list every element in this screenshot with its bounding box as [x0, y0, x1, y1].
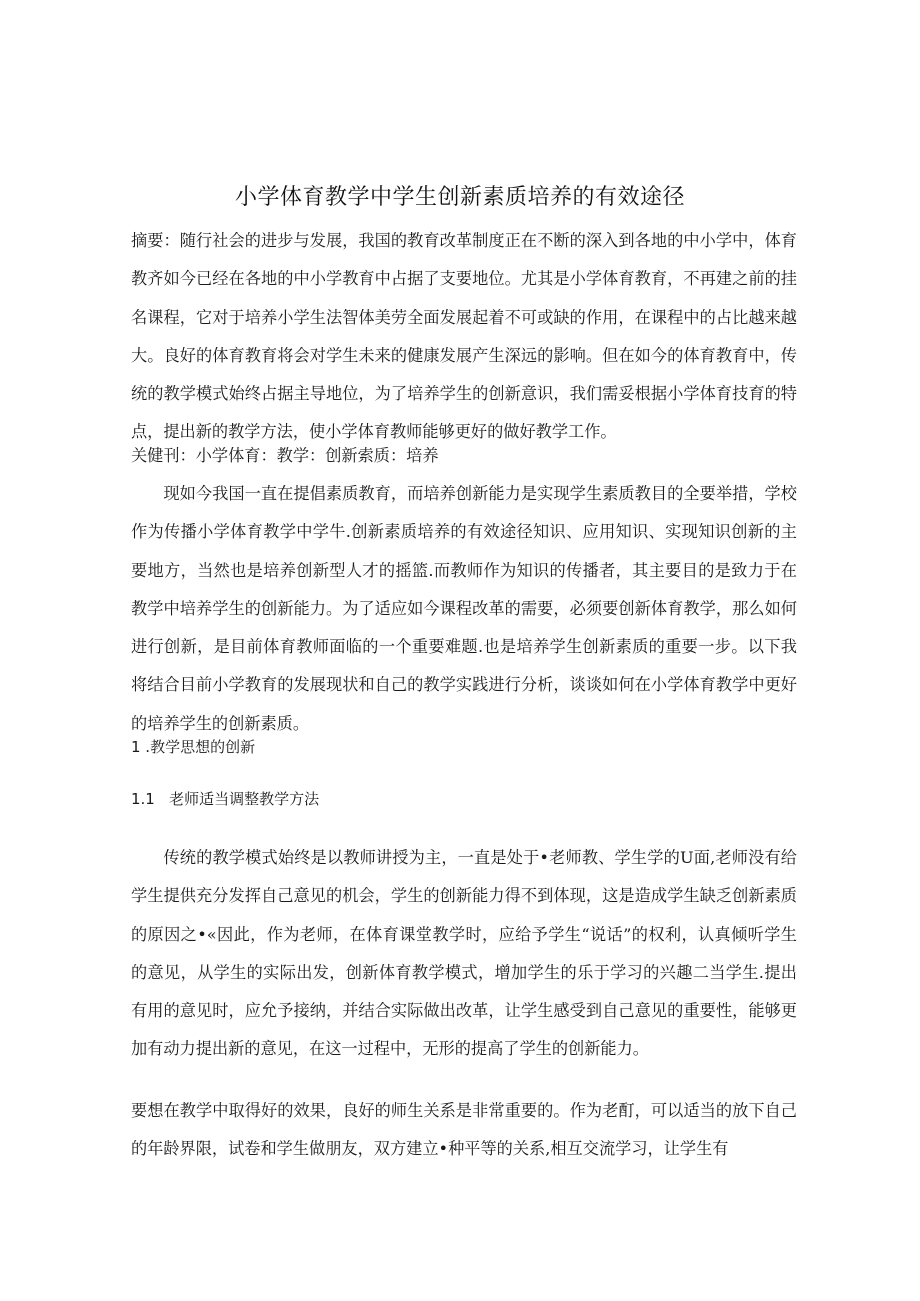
- section-heading-1: 1 .教学思想的创新: [131, 738, 256, 756]
- intro-paragraph: 现如今我国一直在提倡素质教育，而培养创新能力是实现学生素质教目的全要举措，学校作为传播小学体育教学中学牛.创新素质培养的有效途径知识、应用知识、实现知识创新的主要地方，当然也是培养创新型人才的摇篮.而教师作为知识的传播者，其主要目的是致力于在教学中培养学生的创新能力。为了适应如今课程改革的需要，必须要创新体育教学，那么如何进行创新，是目前体育教师面临的一个重要难题.也是培养学生创新素质的重要一步。以下我将结合目前小学教育的发展现状和自己的教学实践进行分析，谈谈如何在小学体育教学中更好的培养学生的创新素质。: [131, 484, 797, 733]
- abstract-paragraph: 摘要：随行社会的进步与发展，我国的教育改革制度正在不断的深入到各地的中小学中，体育教齐如今已经在各地的中小学教育中占据了支要地位。尤其是小学体育教育，不再建之前的挂名课程，它对于培养小学生法智体美劳全面发展起着不可或缺的作用，在课程中的占比越来越大。良好的体育教育将会对学生未来的健康发展产生深远的影响。但在如今的体育教育中，传统的教学模式始终占据主导地位，为了培养学生的创新意识，我们需妥根据小学体育技育的特点，提出新的教学方法，使小学体育教师能够更好的做好教学工作。: [131, 231, 797, 442]
- body-paragraph-2: 要想在教学中取得好的效果，良好的师生关系是非常重要的。作为老酊，可以适当的放下自己的年龄界限，试卷和学生做朋友，双方建立•种平等的关系,相互交流学习，让学生有: [131, 1101, 797, 1159]
- keywords-line: 关健刊：小学体育：教学：创新索质：培养: [131, 446, 439, 465]
- body-paragraph-1: 传统的教学模式始终是以教师讲授为主，一直是处于•老师教、学生学的U面,老师没有给学生提供充分发挥自己意见的机会，学生的创新能力得不到体现，这是造成学生缺乏创新素质的原因之•«因此，作为老师，在体育课堂教学时，应给予学生“说话”的权利，认真倾听学生的意见，从学生的实际出发，创新体育教学模式，增加学生的乐于学习的兴趣二当学生.提出有用的意见时，应允予接纳，并结合实际做出改革，让学生感受到自己意见的重要性，能够更加有动力提出新的意见，在这一过程中，无形的提高了学生的创新能力。: [131, 848, 797, 1059]
- document-title: 小学体育教学中学生创新素质培养的有效途径: [234, 185, 685, 210]
- subsection-heading-1-1: 1.1 老师适当调整教学方法: [131, 790, 320, 808]
